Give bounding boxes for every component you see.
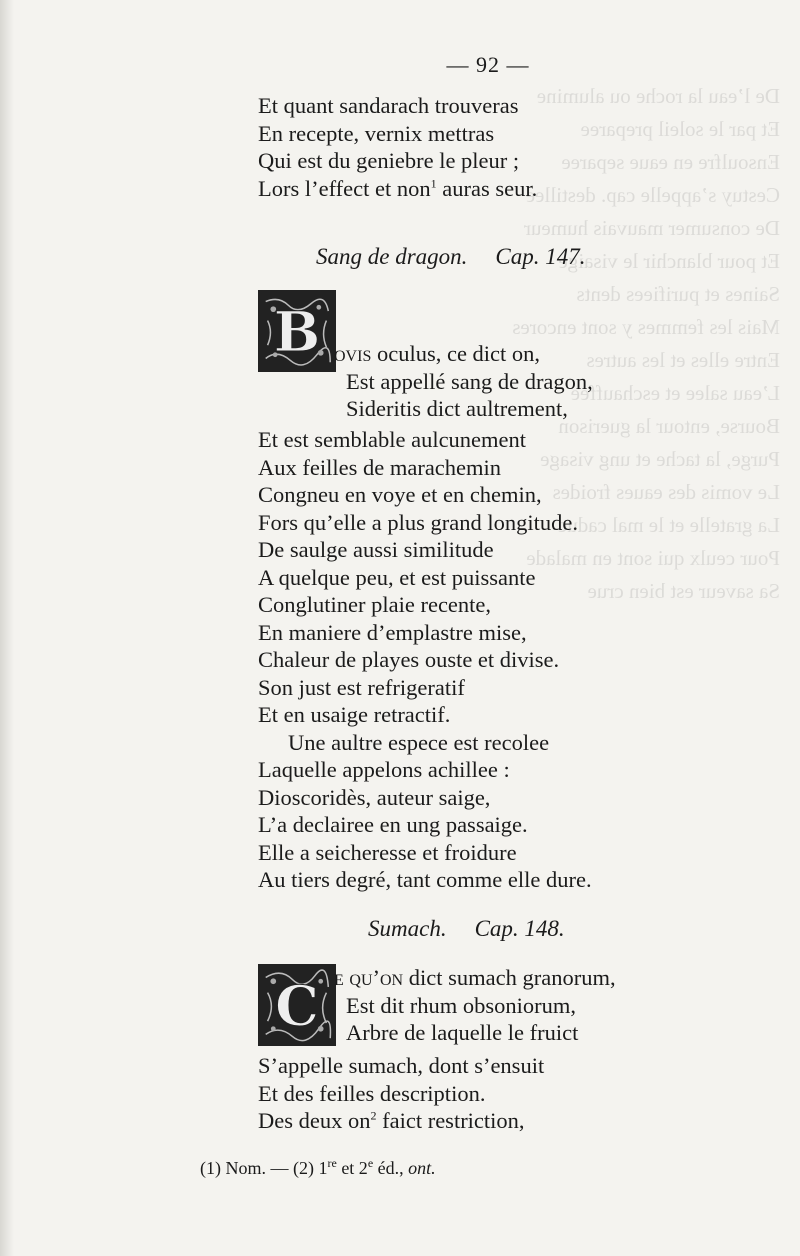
verse-line: De saulge aussi similitude: [258, 537, 494, 562]
chapter-number: Cap. 148.: [474, 916, 565, 941]
svg-text:C: C: [275, 972, 319, 1038]
verse-line: Et quant sandarach trouveras: [258, 93, 519, 118]
section-1-verse: [258, 426, 592, 894]
page-number: — 92 —: [446, 52, 530, 77]
verse-line: Dioscoridès, auteur saige,: [258, 784, 491, 810]
verse-line: A quelque peu, et est puissante: [258, 564, 536, 590]
bleed-line: Purge, la tache et ung visage: [540, 447, 780, 471]
verse-line: Chaleur de playes ouste et divise.: [258, 647, 560, 672]
ornamental-drop-cap-b: [258, 290, 336, 372]
verse-line: Elle a seicheresse et froidure: [258, 839, 517, 865]
chapter-number: Cap. 147.: [495, 244, 586, 269]
bleed-line: Ensoulfre en eaue separee: [561, 150, 780, 174]
verse-line: Aux feilles de marachemin: [258, 454, 502, 480]
verse-line: En maniere d’emplastre mise,: [258, 619, 527, 645]
verse-line: Fors qu’elle a plus grand longitude.: [258, 509, 578, 535]
footnote: (1) Nom. — (2) 1re et 2e éd., ont.: [200, 1156, 436, 1178]
bleed-line: Saines et purifiees dents: [576, 282, 780, 306]
verse-line: Et est semblable aulcunement: [258, 427, 527, 452]
bleed-line: Bourse, entour la guerison: [558, 414, 780, 438]
drop-cap-lines-2: [334, 964, 616, 1047]
bleed-line: De consumer mauvais humeur: [523, 216, 780, 240]
bleed-line: Cestuy s’appelle cap. destillee: [525, 183, 780, 207]
bleed-line: Mais les femmes y sont encores: [512, 315, 780, 339]
verse-line: Arbre de laquelle le fruict: [346, 1020, 579, 1045]
verse-line: Au tiers degré, tant comme elle dure.: [258, 867, 592, 892]
section-title: Sang de dragon.: [316, 244, 468, 269]
svg-text:B: B: [273, 298, 321, 364]
section-2-verse: [258, 1052, 544, 1135]
ornamental-drop-cap-c: [258, 964, 336, 1046]
bleed-line: La gratelle et le mal caduc: [557, 513, 780, 537]
verse-line: Laquelle appelons achillee :: [258, 757, 510, 782]
verse-line: Sideritis dict aultrement,: [346, 396, 568, 421]
verse-line: Conglutiner plaie recente,: [258, 592, 492, 617]
verse-line: Et des feilles description.: [258, 1080, 486, 1106]
page-edge-shadow: [0, 0, 14, 1256]
bleed-line: L’eau salee et eschauffee: [570, 381, 780, 405]
verse-line: S’appelle sumach, dont s’ensuit: [258, 1053, 545, 1078]
verse-line: L’a declairee en ung passaige.: [258, 812, 528, 837]
verse-line: Son just est refrigeratif: [258, 674, 465, 700]
verse-line: Congneu en voye et en chemin,: [258, 482, 542, 507]
bleed-line: De l’eau la roche ou alumine: [536, 84, 780, 108]
verse-line: ovis oculus, ce dict on,: [334, 341, 541, 366]
bleed-line: Le vomis des eaues froides: [552, 480, 780, 504]
footnote-ref: 2: [370, 1108, 377, 1123]
section-heading-sumach: [368, 916, 565, 942]
verse-line: En recepte, vernix mettras: [258, 120, 495, 146]
verse-line: Des deux $on^2$ faict restriction,: [258, 1108, 525, 1133]
drop-cap-lines-1: [334, 340, 593, 423]
verse-line: Et en usaige retractif.: [258, 702, 451, 727]
verse-line: Qui est du geniebre le pleur ;: [258, 148, 520, 173]
verse-line: Lors l’effect et non$^1$ auras seur.: [258, 175, 538, 201]
bleed-line: Sa saveur est bien crue: [587, 579, 780, 603]
stanza-1: [258, 92, 537, 202]
verse-line: Est appellé sang de dragon,: [346, 368, 593, 394]
section-heading-sang-de-dragon: [316, 244, 586, 270]
verse-line: e qu’on dict sumach granorum,: [334, 965, 616, 990]
footnote-ref: 1: [430, 176, 437, 190]
bleed-line: Pour ceulx qui sont en malade: [526, 546, 780, 570]
section-title: Sumach.: [368, 916, 447, 941]
verse-line: Est dit rhum obsoniorum,: [346, 992, 576, 1018]
bleed-line: Entre elles et les autres: [586, 348, 780, 372]
bleed-line: Et par le soleil preparee: [580, 117, 780, 141]
verse-line: Une aultre espece est recolee: [288, 729, 550, 755]
bleed-line: Et pour blanchir le visaige: [558, 249, 780, 273]
